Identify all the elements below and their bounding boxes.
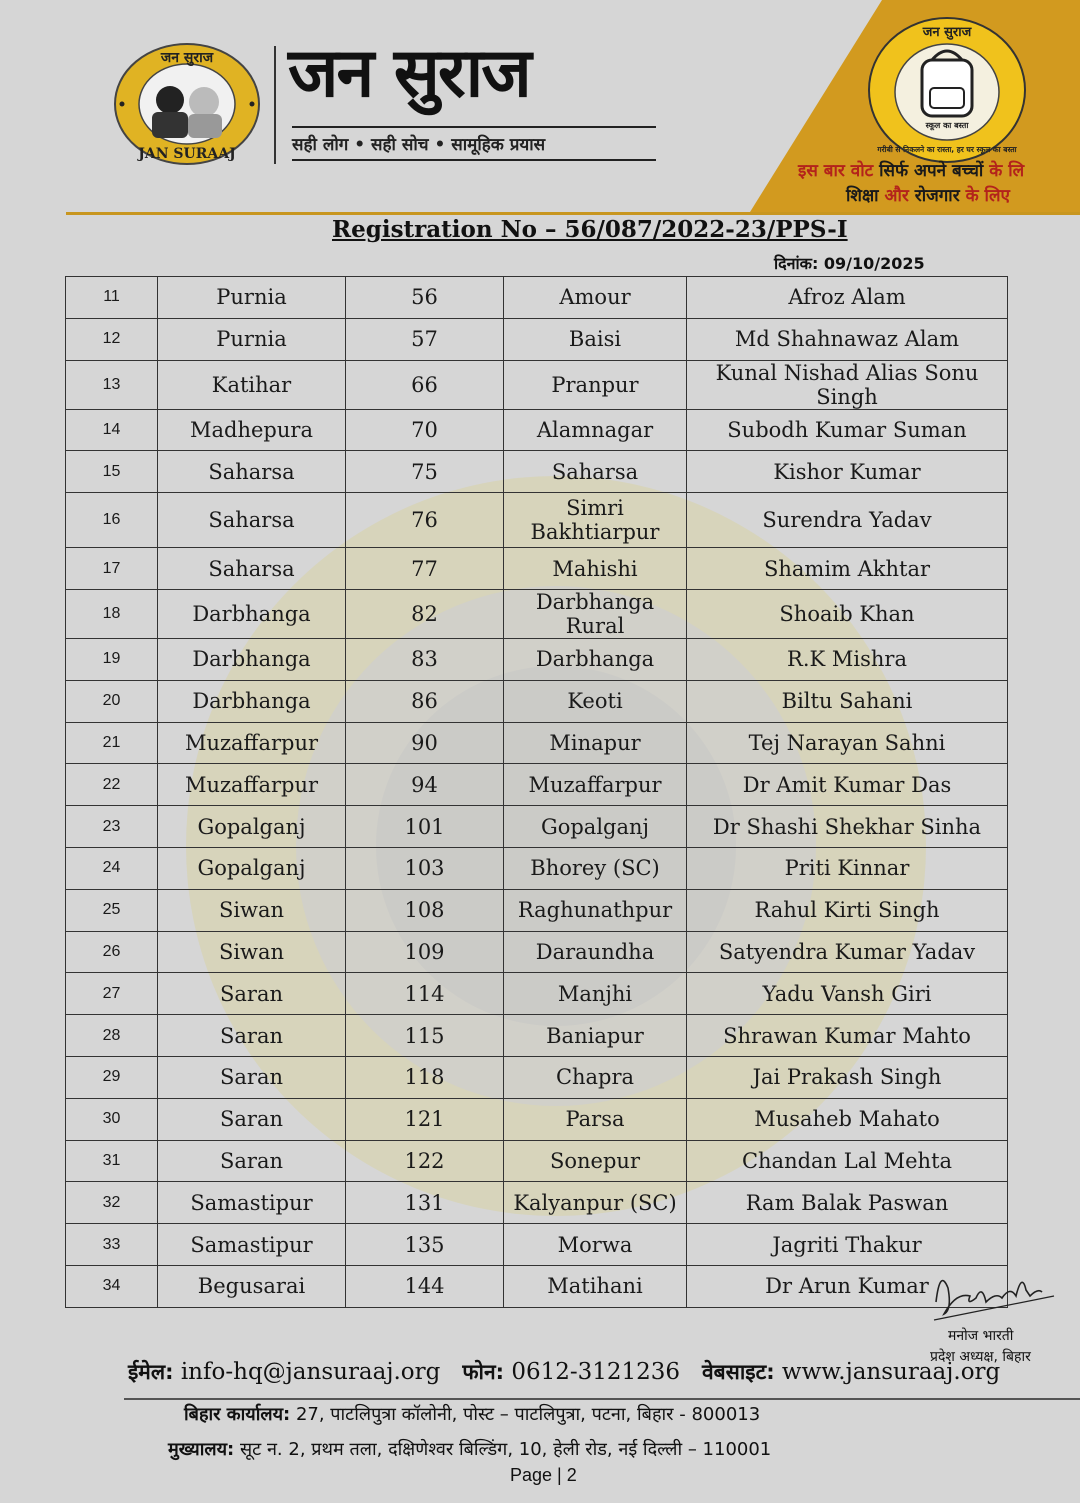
constituency-cell: Mahishi: [504, 548, 687, 590]
table-row: [66, 589, 1008, 638]
constituency-cell: Raghunathpur: [504, 889, 687, 931]
table-row: [66, 493, 1008, 548]
svg-text:JAN SURAAJ: JAN SURAAJ: [138, 146, 236, 162]
row-serial: 29: [66, 1056, 158, 1098]
candidate-name-cell: Biltu Sahani: [687, 680, 1008, 722]
svg-text:जन सुराज: जन सुराज: [160, 50, 214, 66]
district-cell: Purnia: [158, 277, 346, 319]
constituency-no-cell: 83: [346, 638, 504, 680]
table-row: [66, 1140, 1008, 1182]
row-serial: 17: [66, 548, 158, 590]
row-serial: 26: [66, 931, 158, 973]
constituency-cell: Amour: [504, 277, 687, 319]
district-cell: Saran: [158, 1098, 346, 1140]
bihar-office-address: बिहार कार्यालय: 27, पाटलिपुत्रा कॉलोनी, पोस्ट – पाटलिपुत्रा, पटना, बिहार - 800013: [184, 1404, 761, 1425]
constituency-no-cell: 77: [346, 548, 504, 590]
candidate-name-cell: Surendra Yadav: [687, 493, 1008, 548]
constituency-no-cell: 121: [346, 1098, 504, 1140]
table-row: [66, 1182, 1008, 1224]
candidate-name-cell: Afroz Alam: [687, 277, 1008, 319]
constituency-cell: Morwa: [504, 1224, 687, 1266]
row-serial: 18: [66, 589, 158, 638]
header-gold-rule: [66, 212, 1080, 215]
table-row: [66, 548, 1008, 590]
district-cell: Gopalganj: [158, 847, 346, 889]
constituency-no-cell: 144: [346, 1265, 504, 1307]
table-row: [66, 722, 1008, 764]
candidate-name-cell: Musaheb Mahato: [687, 1098, 1008, 1140]
constituency-no-cell: 122: [346, 1140, 504, 1182]
school-bag-badge: [866, 16, 1028, 164]
district-cell: Siwan: [158, 931, 346, 973]
district-cell: Saran: [158, 973, 346, 1015]
constituency-no-cell: 131: [346, 1182, 504, 1224]
constituency-no-cell: 56: [346, 277, 504, 319]
row-serial: 12: [66, 318, 158, 360]
district-cell: Purnia: [158, 318, 346, 360]
constituency-cell: Baisi: [504, 318, 687, 360]
table-row: [66, 1056, 1008, 1098]
candidate-name-cell: Kishor Kumar: [687, 451, 1008, 493]
header-divider: [274, 46, 276, 164]
table-row: [66, 1224, 1008, 1266]
slogan-line-2: शिक्षा और रोजगार के लिए: [846, 186, 1010, 206]
district-cell: Saran: [158, 1140, 346, 1182]
constituency-cell: Daraundha: [504, 931, 687, 973]
district-cell: Siwan: [158, 889, 346, 931]
row-serial: 16: [66, 493, 158, 548]
district-cell: Samastipur: [158, 1182, 346, 1224]
candidate-name-cell: Yadu Vansh Giri: [687, 973, 1008, 1015]
footer-contact: ईमेल: info-hq@jansuraaj.org फोन: 0612-3121236 वेबसाइट: www.jansuraaj.org: [128, 1359, 1001, 1385]
signatory-name: मनोज भारती: [948, 1328, 1014, 1344]
brand-title: जन सुराज: [288, 34, 530, 113]
row-serial: 33: [66, 1224, 158, 1266]
constituency-no-cell: 57: [346, 318, 504, 360]
district-cell: Saharsa: [158, 493, 346, 548]
row-serial: 15: [66, 451, 158, 493]
constituency-no-cell: 108: [346, 889, 504, 931]
constituency-no-cell: 66: [346, 360, 504, 409]
district-cell: Saran: [158, 1015, 346, 1057]
district-cell: Madhepura: [158, 409, 346, 451]
constituency-cell: Manjhi: [504, 973, 687, 1015]
row-serial: 31: [66, 1140, 158, 1182]
candidate-name-cell: Kunal Nishad Alias Sonu Singh: [687, 360, 1008, 409]
candidate-name-cell: Ram Balak Paswan: [687, 1182, 1008, 1224]
constituency-cell: Kalyanpur (SC): [504, 1182, 687, 1224]
constituency-no-cell: 82: [346, 589, 504, 638]
constituency-cell: Darbhanga Rural: [504, 589, 687, 638]
table-row: [66, 680, 1008, 722]
candidate-name-cell: Dr Amit Kumar Das: [687, 764, 1008, 806]
table-row: [66, 764, 1008, 806]
signature-image: [926, 1262, 1060, 1326]
constituency-cell: Keoti: [504, 680, 687, 722]
row-serial: 32: [66, 1182, 158, 1224]
footer-website[interactable]: www.jansuraaj.org: [781, 1359, 1001, 1385]
row-serial: 20: [66, 680, 158, 722]
table-row: [66, 360, 1008, 409]
constituency-cell: Saharsa: [504, 451, 687, 493]
candidate-name-cell: Chandan Lal Mehta: [687, 1140, 1008, 1182]
row-serial: 23: [66, 806, 158, 848]
district-cell: Saharsa: [158, 548, 346, 590]
table-row: [66, 277, 1008, 319]
constituency-cell: Muzaffarpur: [504, 764, 687, 806]
document-date: दिनांक: 09/10/2025: [774, 254, 925, 273]
table-row: [66, 847, 1008, 889]
headquarters-address: मुख्यालय: सूट न. 2, प्रथम तला, दक्षिणेश्वर बिल्डिंग, 10, हेली रोड, नई दिल्ली – 110001: [168, 1439, 772, 1460]
candidate-name-cell: Shamim Akhtar: [687, 548, 1008, 590]
signatory-post: प्रदेश अध्यक्ष, बिहार: [930, 1349, 1031, 1365]
table-row: [66, 973, 1008, 1015]
jan-suraaj-logo: [112, 42, 262, 166]
candidate-name-cell: Satyendra Kumar Yadav: [687, 931, 1008, 973]
row-serial: 21: [66, 722, 158, 764]
footer-email[interactable]: info-hq@jansuraaj.org: [180, 1359, 441, 1385]
table-row: [66, 931, 1008, 973]
constituency-no-cell: 101: [346, 806, 504, 848]
constituency-cell: Simri Bakhtiarpur: [504, 493, 687, 548]
row-serial: 19: [66, 638, 158, 680]
row-serial: 25: [66, 889, 158, 931]
row-serial: 30: [66, 1098, 158, 1140]
constituency-no-cell: 90: [346, 722, 504, 764]
constituency-cell: Matihani: [504, 1265, 687, 1307]
constituency-cell: Alamnagar: [504, 409, 687, 451]
table-row: [66, 1098, 1008, 1140]
district-cell: Katihar: [158, 360, 346, 409]
candidate-name-cell: Rahul Kirti Singh: [687, 889, 1008, 931]
constituency-cell: Chapra: [504, 1056, 687, 1098]
candidate-name-cell: Jagriti Thakur: [687, 1224, 1008, 1266]
candidate-name-cell: Shrawan Kumar Mahto: [687, 1015, 1008, 1057]
constituency-cell: Parsa: [504, 1098, 687, 1140]
table-row: [66, 638, 1008, 680]
candidate-table: [65, 276, 1008, 1308]
district-cell: Darbhanga: [158, 680, 346, 722]
constituency-cell: Bhorey (SC): [504, 847, 687, 889]
row-serial: 22: [66, 764, 158, 806]
table-row: [66, 1015, 1008, 1057]
constituency-cell: Baniapur: [504, 1015, 687, 1057]
candidate-name-cell: Md Shahnawaz Alam: [687, 318, 1008, 360]
candidate-name-cell: Dr Arun Kumar: [687, 1265, 1008, 1307]
svg-text:जन सुराज: जन सुराज: [922, 25, 972, 40]
district-cell: Saran: [158, 1056, 346, 1098]
table-row: [66, 451, 1008, 493]
svg-text:स्कूल का बस्ता: स्कूल का बस्ता: [925, 121, 969, 130]
constituency-no-cell: 103: [346, 847, 504, 889]
page-number: Page | 2: [510, 1465, 577, 1485]
constituency-no-cell: 70: [346, 409, 504, 451]
footer-phone: 0612-3121236: [511, 1359, 681, 1385]
row-serial: 34: [66, 1265, 158, 1307]
district-cell: Darbhanga: [158, 638, 346, 680]
constituency-no-cell: 94: [346, 764, 504, 806]
district-cell: Muzaffarpur: [158, 764, 346, 806]
constituency-cell: Pranpur: [504, 360, 687, 409]
constituency-no-cell: 118: [346, 1056, 504, 1098]
constituency-no-cell: 75: [346, 451, 504, 493]
candidate-name-cell: Shoaib Khan: [687, 589, 1008, 638]
row-serial: 13: [66, 360, 158, 409]
constituency-cell: Darbhanga: [504, 638, 687, 680]
table-row: [66, 409, 1008, 451]
table-row: [66, 889, 1008, 931]
district-cell: Begusarai: [158, 1265, 346, 1307]
constituency-cell: Sonepur: [504, 1140, 687, 1182]
candidate-name-cell: Priti Kinnar: [687, 847, 1008, 889]
footer-rule: [124, 1398, 1080, 1400]
candidate-name-cell: R.K Mishra: [687, 638, 1008, 680]
brand-tagline: सही लोग • सही सोच • सामूहिक प्रयास: [292, 126, 656, 161]
row-serial: 11: [66, 277, 158, 319]
district-cell: Darbhanga: [158, 589, 346, 638]
slogan-line-1: इस बार वोट सिर्फ अपने बच्चों के लि: [798, 161, 1025, 181]
svg-text:गरीबी से निकलने का रास्ता, हर: गरीबी से निकलने का रास्ता, हर घर स्कूल का बस्ता: [877, 145, 1017, 154]
constituency-no-cell: 135: [346, 1224, 504, 1266]
district-cell: Samastipur: [158, 1224, 346, 1266]
constituency-cell: Minapur: [504, 722, 687, 764]
constituency-cell: Gopalganj: [504, 806, 687, 848]
candidate-name-cell: Dr Shashi Shekhar Sinha: [687, 806, 1008, 848]
constituency-no-cell: 114: [346, 973, 504, 1015]
candidate-name-cell: Tej Narayan Sahni: [687, 722, 1008, 764]
row-serial: 14: [66, 409, 158, 451]
registration-number: Registration No – 56/087/2022-23/PPS-I: [332, 216, 848, 243]
table-row: [66, 318, 1008, 360]
district-cell: Saharsa: [158, 451, 346, 493]
row-serial: 27: [66, 973, 158, 1015]
table-row: [66, 1265, 1008, 1307]
constituency-no-cell: 109: [346, 931, 504, 973]
district-cell: Gopalganj: [158, 806, 346, 848]
table-row: [66, 806, 1008, 848]
constituency-no-cell: 86: [346, 680, 504, 722]
district-cell: Muzaffarpur: [158, 722, 346, 764]
candidate-name-cell: Jai Prakash Singh: [687, 1056, 1008, 1098]
constituency-no-cell: 76: [346, 493, 504, 548]
candidate-name-cell: Subodh Kumar Suman: [687, 409, 1008, 451]
row-serial: 28: [66, 1015, 158, 1057]
constituency-no-cell: 115: [346, 1015, 504, 1057]
row-serial: 24: [66, 847, 158, 889]
